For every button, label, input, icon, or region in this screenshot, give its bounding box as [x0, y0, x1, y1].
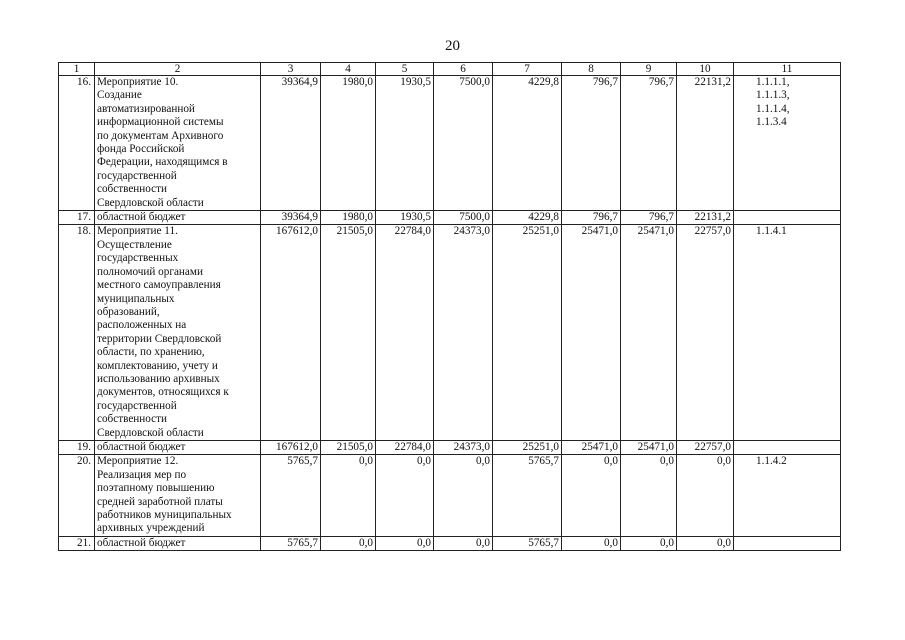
- table-row: [59, 225, 841, 441]
- row-description: [95, 440, 261, 454]
- target-codes: [734, 76, 841, 211]
- row-number: 19.: [59, 440, 95, 454]
- target-code: 1.1.4.2: [756, 455, 787, 468]
- description-line: государственных: [97, 252, 179, 265]
- description-line: местного самоуправления: [97, 279, 221, 292]
- value-cell: 0,0: [621, 455, 677, 536]
- target-code: 1.1.1.1,: [756, 76, 790, 88]
- value-cell: 5765,7: [261, 536, 321, 550]
- value-cell: 21505,0: [321, 440, 376, 454]
- value-cell: 796,7: [562, 211, 621, 225]
- description-line: областной бюджет: [97, 211, 186, 224]
- description-line: Свердловской области: [97, 196, 204, 209]
- description-line: собственности: [97, 413, 167, 426]
- target-codes: [734, 536, 841, 550]
- description-line: Создание: [97, 89, 142, 102]
- value-cell: 167612,0: [261, 225, 321, 441]
- target-codes: [734, 211, 841, 225]
- value-cell: 22131,2: [677, 211, 734, 225]
- column-header: 5: [376, 63, 434, 76]
- value-cell: 1980,0: [321, 211, 376, 225]
- description-line: государственной: [97, 399, 177, 412]
- row-description: [95, 225, 261, 441]
- page-number: 20: [445, 38, 460, 54]
- value-cell: 25471,0: [621, 225, 677, 441]
- description-line: использованию архивных: [97, 372, 220, 385]
- description-line: собственности: [97, 183, 167, 196]
- target-codes: [734, 440, 841, 454]
- value-cell: 4229,8: [493, 76, 562, 211]
- description-line: комплектованию, учету и: [97, 359, 218, 372]
- table-row: [59, 76, 841, 211]
- column-header: 9: [621, 63, 677, 76]
- description-line: муниципальных: [97, 292, 175, 305]
- description-line: областной бюджет: [97, 440, 186, 453]
- table-row: [59, 536, 841, 550]
- row-description: [95, 455, 261, 536]
- description-line: государственной: [97, 169, 177, 182]
- column-header: 6: [434, 63, 493, 76]
- value-cell: 5765,7: [261, 455, 321, 536]
- description-line: полномочий органами: [97, 265, 203, 278]
- description-line: по документам Архивного: [97, 129, 224, 142]
- description-line: Осуществление: [97, 238, 172, 251]
- value-cell: 22784,0: [376, 225, 434, 441]
- budget-table: [58, 62, 841, 551]
- description-line: Реализация мер по: [97, 468, 187, 481]
- value-cell: 5765,7: [493, 536, 562, 550]
- description-line: расположенных на: [97, 319, 187, 332]
- description-line: поэтапному повышению: [97, 482, 215, 495]
- description-line: фонда Российской: [97, 143, 185, 156]
- value-cell: 0,0: [562, 536, 621, 550]
- value-cell: 39364,9: [261, 211, 321, 225]
- column-header: 2: [95, 63, 261, 76]
- value-cell: 796,7: [621, 211, 677, 225]
- description-line: Мероприятие 12.: [97, 455, 179, 468]
- value-cell: 5765,7: [493, 455, 562, 536]
- value-cell: 0,0: [376, 455, 434, 536]
- value-cell: 1980,0: [321, 76, 376, 211]
- target-codes: [734, 225, 841, 441]
- value-cell: 796,7: [562, 76, 621, 211]
- description-line: области, по хранению,: [97, 346, 205, 359]
- value-cell: 0,0: [321, 455, 376, 536]
- value-cell: 0,0: [376, 536, 434, 550]
- target-codes: [734, 455, 841, 536]
- description-line: автоматизированной: [97, 102, 195, 115]
- description-line: информационной системы: [97, 116, 224, 129]
- description-line: архивных учреждений: [97, 522, 205, 535]
- column-header: 3: [261, 63, 321, 76]
- value-cell: 167612,0: [261, 440, 321, 454]
- value-cell: 25471,0: [621, 440, 677, 454]
- description-line: средней заработной платы: [97, 495, 223, 508]
- target-code: 1.1.4.1: [756, 225, 787, 238]
- column-header: 1: [59, 63, 95, 76]
- value-cell: 22757,0: [677, 225, 734, 441]
- value-cell: 22131,2: [677, 76, 734, 211]
- row-description: [95, 211, 261, 225]
- column-header-row: [59, 63, 841, 76]
- value-cell: 22784,0: [376, 440, 434, 454]
- value-cell: 24373,0: [434, 440, 493, 454]
- value-cell: 0,0: [621, 536, 677, 550]
- value-cell: 25251,0: [493, 440, 562, 454]
- value-cell: 796,7: [621, 76, 677, 211]
- target-code: 1.1.3.4: [756, 116, 787, 129]
- description-line: Мероприятие 10.: [97, 76, 179, 88]
- value-cell: 21505,0: [321, 225, 376, 441]
- value-cell: 25471,0: [562, 440, 621, 454]
- column-header: 4: [321, 63, 376, 76]
- value-cell: 0,0: [562, 455, 621, 536]
- value-cell: 0,0: [677, 455, 734, 536]
- value-cell: 22757,0: [677, 440, 734, 454]
- value-cell: 25471,0: [562, 225, 621, 441]
- row-number: 20.: [59, 455, 95, 536]
- description-line: территории Свердловской: [97, 332, 222, 345]
- row-number: 18.: [59, 225, 95, 441]
- target-code: 1.1.1.3,: [756, 89, 790, 102]
- column-header: 10: [677, 63, 734, 76]
- value-cell: 1930,5: [376, 211, 434, 225]
- value-cell: 25251,0: [493, 225, 562, 441]
- description-line: Свердловской области: [97, 426, 204, 439]
- description-line: образований,: [97, 305, 160, 318]
- value-cell: 39364,9: [261, 76, 321, 211]
- description-line: Федерации, находящимся в: [97, 156, 228, 169]
- value-cell: 0,0: [434, 536, 493, 550]
- table-row: [59, 455, 841, 536]
- table-body: [59, 63, 841, 551]
- value-cell: 24373,0: [434, 225, 493, 441]
- value-cell: 7500,0: [434, 76, 493, 211]
- description-line: работников муниципальных: [97, 509, 232, 521]
- table-row: [59, 211, 841, 225]
- description-line: документов, относящихся к: [97, 386, 229, 399]
- value-cell: 1930,5: [376, 76, 434, 211]
- row-description: [95, 536, 261, 550]
- value-cell: 0,0: [321, 536, 376, 550]
- target-code: 1.1.1.4,: [756, 102, 790, 115]
- row-number: 16.: [59, 76, 95, 211]
- value-cell: 0,0: [434, 455, 493, 536]
- description-line: областной бюджет: [97, 536, 186, 549]
- column-header: 8: [562, 63, 621, 76]
- column-header: 11: [734, 63, 841, 76]
- value-cell: 4229,8: [493, 211, 562, 225]
- row-description: [95, 76, 261, 211]
- description-line: Мероприятие 11.: [97, 225, 178, 238]
- row-number: 21.: [59, 536, 95, 550]
- value-cell: 0,0: [677, 536, 734, 550]
- value-cell: 7500,0: [434, 211, 493, 225]
- table-row: [59, 440, 841, 454]
- column-header: 7: [493, 63, 562, 76]
- row-number: 17.: [59, 211, 95, 225]
